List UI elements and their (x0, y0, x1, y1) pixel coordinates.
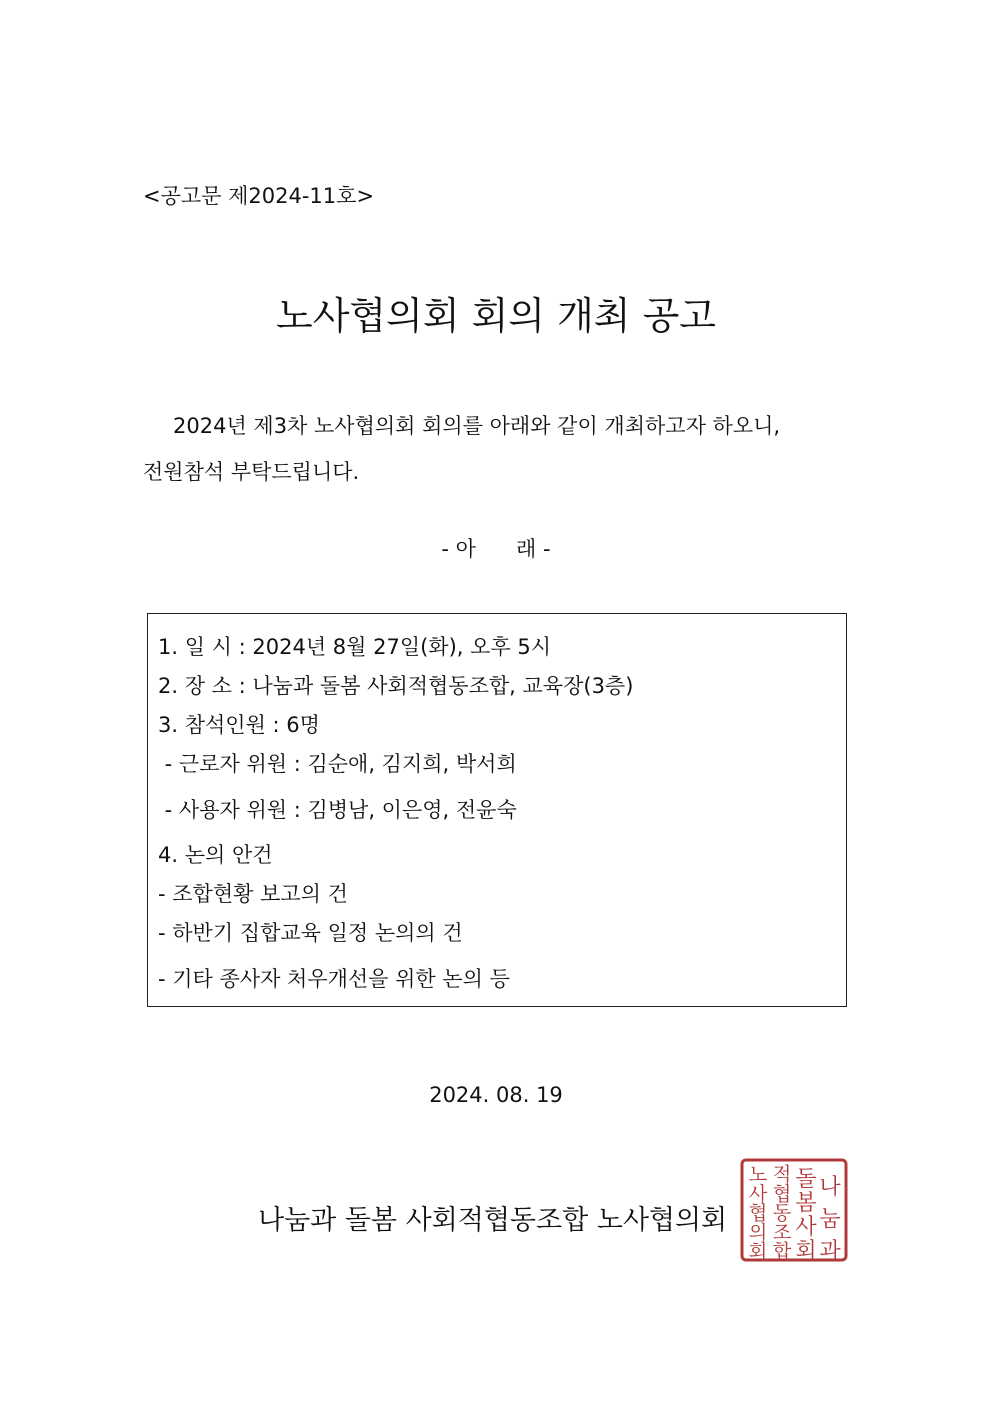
svg-text:사: 사 (748, 1182, 768, 1206)
agenda-item-2: - 하반기 집합교육 일정 논의의 건 (158, 921, 463, 945)
below-label (0, 533, 992, 563)
svg-text:봄: 봄 (795, 1191, 817, 1216)
svg-text:합: 합 (772, 1240, 792, 1262)
detail-datetime: 1. 일 시 : 2024년 8월 27일(화), 오후 5시 (158, 635, 552, 659)
svg-text:적: 적 (772, 1163, 792, 1187)
svg-text:회: 회 (795, 1239, 817, 1262)
notice-number: <공고문 제2024-11호> (143, 184, 375, 208)
svg-text:의: 의 (748, 1220, 768, 1244)
agenda-item-1: - 조합현황 보고의 건 (158, 882, 348, 906)
intro-line-2: 전원참석 부탁드립니다. (143, 460, 360, 484)
detail-location: 2. 장 소 : 나눔과 돌봄 사회적협동조합, 교육장(3층) (158, 674, 634, 698)
page-title: 노사협의회 회의 개최 공고 (275, 294, 717, 338)
notice-date: 2024. 08. 19 (429, 1083, 563, 1107)
svg-text:조: 조 (772, 1220, 792, 1244)
svg-text:사: 사 (795, 1215, 817, 1240)
svg-text:눔: 눔 (819, 1207, 841, 1232)
agenda-item-3: - 기타 종사자 처우개선을 위한 논의 등 (158, 967, 510, 991)
svg-text:협: 협 (748, 1201, 768, 1225)
svg-text:회: 회 (748, 1240, 768, 1262)
organization-signature: 나눔과 돌봄 사회적협동조합 노사협의회 (258, 1205, 728, 1236)
official-seal (740, 1158, 848, 1262)
intro-paragraph (143, 403, 843, 495)
below-label-text: - 아 래 - (441, 537, 551, 561)
meeting-details-box (147, 613, 847, 1007)
detail-employer-members: - 사용자 위원 : 김병남, 이은영, 전윤숙 (158, 798, 517, 822)
detail-agenda-heading: 4. 논의 안건 (158, 843, 273, 867)
svg-text:동: 동 (772, 1201, 792, 1225)
detail-attendees: 3. 참석인원 : 6명 (158, 713, 320, 737)
svg-text:나: 나 (819, 1175, 841, 1200)
svg-text:돌: 돌 (795, 1167, 817, 1192)
svg-text:노: 노 (748, 1163, 768, 1187)
detail-worker-members: - 근로자 위원 : 김순애, 김지희, 박서희 (158, 752, 517, 776)
svg-text:과: 과 (819, 1239, 841, 1262)
svg-text:협: 협 (772, 1182, 792, 1206)
intro-line-1: 2024년 제3차 노사협의회 회의를 아래와 같이 개최하고자 하오니, (173, 414, 781, 438)
